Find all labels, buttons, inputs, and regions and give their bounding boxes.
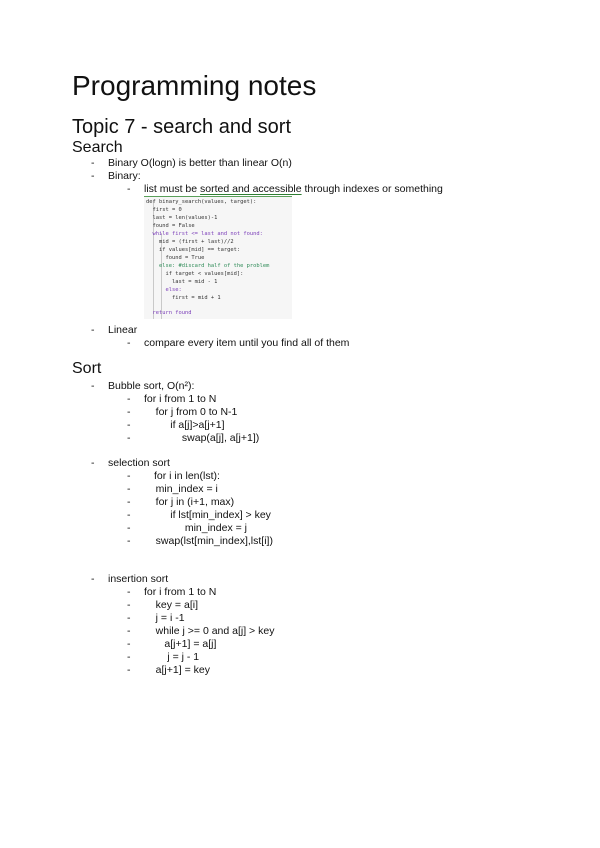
- bullet-dash: -: [127, 509, 131, 521]
- code-line: if target < values[mid]:: [146, 271, 244, 277]
- bullet-dash: -: [127, 183, 131, 195]
- bullet-dash: -: [127, 625, 131, 637]
- code-line: first = mid + 1: [146, 295, 221, 301]
- code-line: last = mid - 1: [146, 279, 218, 285]
- binary-note-pre: list must be: [144, 183, 201, 195]
- selection-line: for i in len(lst):: [154, 470, 220, 482]
- bullet-dash: -: [91, 573, 95, 585]
- bullet-dash: -: [91, 324, 95, 336]
- binary-search-code-image: [144, 196, 292, 319]
- bullet-dash: -: [127, 483, 131, 495]
- sort-heading: Sort: [72, 360, 102, 377]
- insertion-line: j = j - 1: [144, 651, 200, 663]
- selection-line: if lst[min_index] > key: [144, 509, 271, 521]
- code-line: found = False: [146, 223, 195, 229]
- bullet-dash: -: [127, 337, 131, 349]
- bullet-dash: -: [127, 470, 131, 482]
- linear-label: Linear: [108, 324, 138, 336]
- selection-line: min_index = i: [144, 483, 218, 495]
- bullet-dash: -: [91, 380, 95, 392]
- bullet-dash: -: [91, 457, 95, 469]
- search-heading: Search: [72, 139, 123, 156]
- code-line: last = len(values)-1: [146, 215, 218, 221]
- bubble-line: for i from 1 to N: [144, 393, 217, 405]
- insertion-line: for i from 1 to N: [144, 586, 217, 598]
- code-line: return found: [146, 310, 192, 316]
- selection-line: swap(lst[min_index],lst[i]): [144, 535, 273, 547]
- bubble-sort-title: Bubble sort, O(n²):: [108, 380, 195, 392]
- selection-line: for j in (i+1, max): [144, 496, 235, 508]
- binary-note: [144, 183, 443, 195]
- bubble-line: swap(a[j], a[j+1]): [144, 432, 260, 444]
- insertion-sort-title: insertion sort: [108, 573, 169, 585]
- bullet-dash: -: [127, 612, 131, 624]
- topic-heading: Topic 7 - search and sort: [72, 116, 291, 138]
- bullet-dash: -: [127, 393, 131, 405]
- bullet-dash: -: [127, 496, 131, 508]
- insertion-line: key = a[i]: [144, 599, 198, 611]
- code-line: else:: [146, 287, 182, 293]
- code-line: while first <= last and not found:: [146, 231, 263, 237]
- binary-complexity-text: Binary O(logn) is better than linear O(n): [108, 157, 292, 169]
- bubble-line: for j from 0 to N-1: [144, 406, 238, 418]
- selection-line: min_index = j: [144, 522, 248, 534]
- code-line: else: #discard half of the problem: [146, 263, 270, 269]
- insertion-line: a[j+1] = key: [144, 664, 210, 676]
- code-line: def binary_search(values, target):: [146, 199, 257, 205]
- bubble-line: if a[j]>a[j+1]: [144, 419, 225, 431]
- bullet-dash: -: [91, 170, 95, 182]
- insertion-line: a[j+1] = a[j]: [144, 638, 217, 650]
- doc-title: Programming notes: [72, 70, 317, 101]
- bullet-dash: -: [127, 599, 131, 611]
- bullet-dash: -: [127, 638, 131, 650]
- bullet-dash: -: [127, 522, 131, 534]
- binary-note-post: through indexes or something: [301, 183, 443, 195]
- bullet-dash: -: [127, 651, 131, 663]
- bullet-dash: -: [127, 664, 131, 676]
- insertion-line: j = i -1: [144, 612, 185, 624]
- bullet-dash: -: [127, 535, 131, 547]
- code-line: found = True: [146, 255, 205, 261]
- insertion-line: while j >= 0 and a[j] > key: [144, 625, 275, 637]
- bullet-dash: -: [91, 157, 95, 169]
- linear-note: compare every item until you find all of them: [144, 337, 350, 349]
- code-line: first = 0: [146, 207, 182, 213]
- bullet-dash: -: [127, 432, 131, 444]
- code-line: if values[mid] == target:: [146, 247, 241, 253]
- bullet-dash: -: [127, 586, 131, 598]
- bullet-dash: -: [127, 419, 131, 431]
- binary-label: Binary:: [108, 170, 141, 182]
- bullet-dash: -: [127, 406, 131, 418]
- selection-sort-title: selection sort: [108, 457, 170, 469]
- binary-note-underlined: sorted and accessible: [200, 183, 302, 195]
- code-line: mid = (first + last)//2: [146, 239, 234, 245]
